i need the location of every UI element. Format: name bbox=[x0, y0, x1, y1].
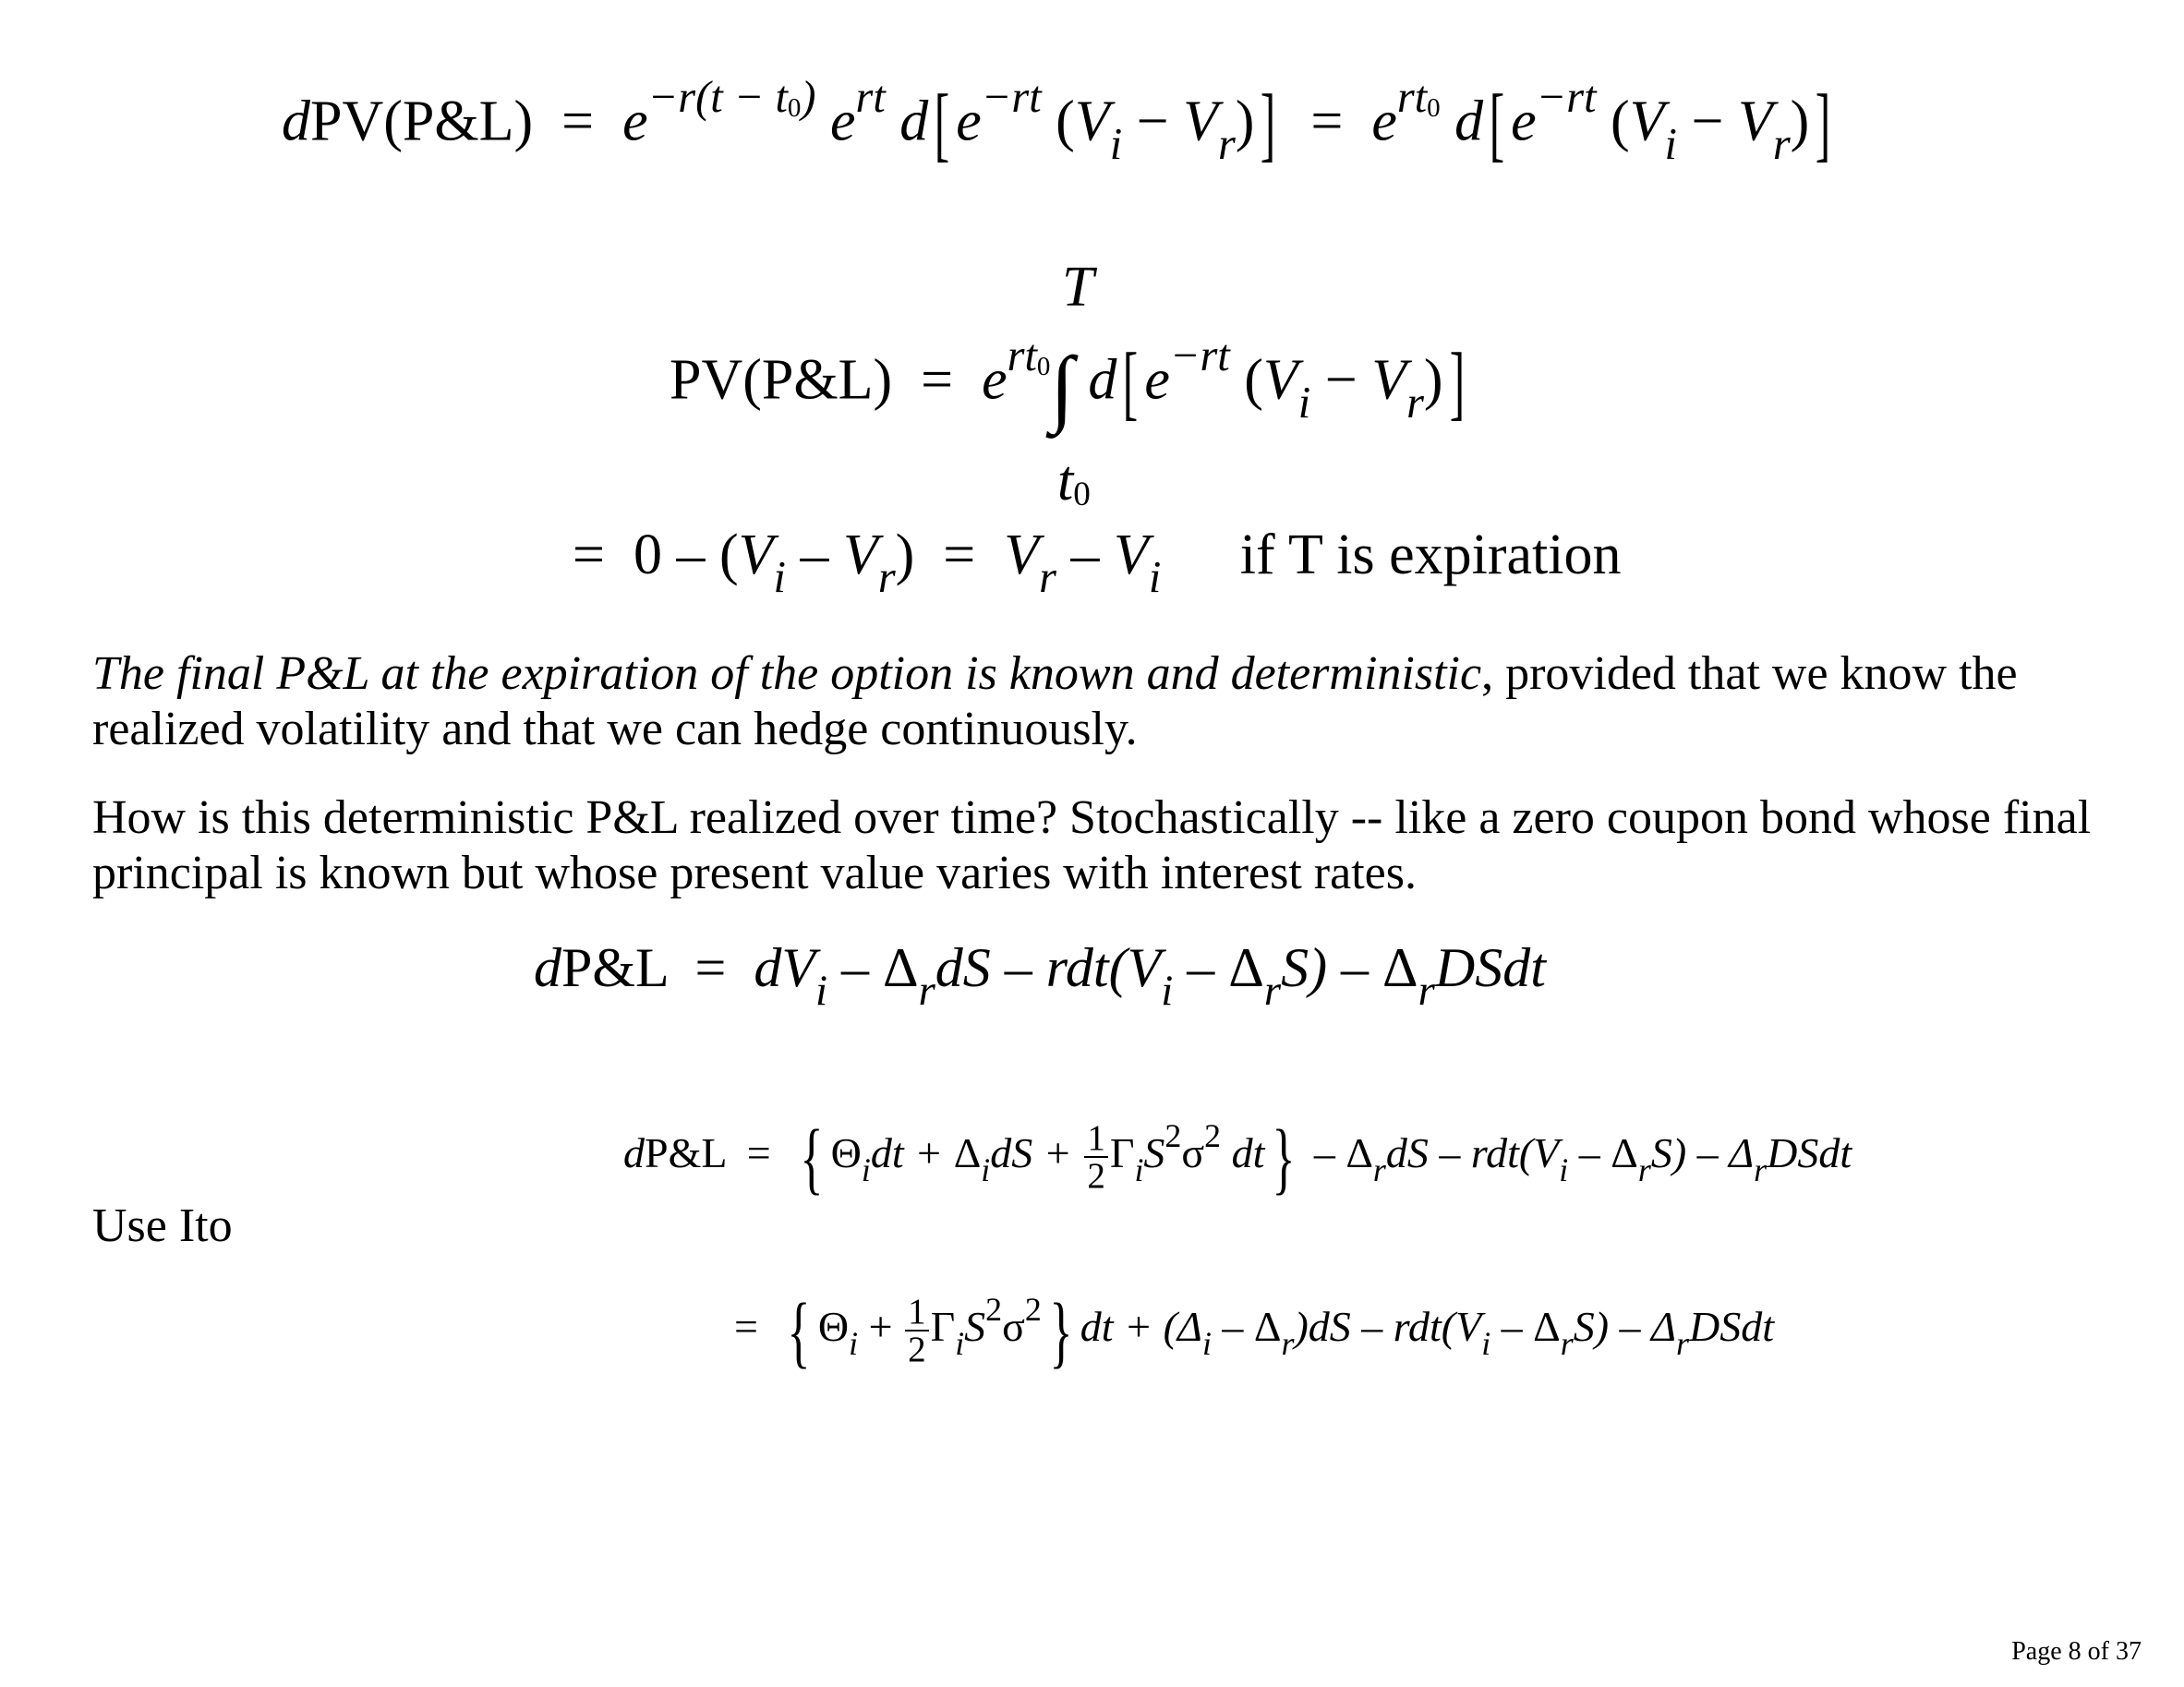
eq-operator: − bbox=[1136, 90, 1169, 153]
eq-symbol: Δ bbox=[1382, 937, 1418, 998]
eq-equals: = bbox=[573, 524, 605, 586]
fraction-half: $\frac{1}{2}$ bbox=[1084, 1120, 1108, 1194]
eq-equals: = bbox=[561, 90, 595, 153]
paragraph-text: , provided that we know the realized volatility and that we can hedge continuously. bbox=[92, 647, 2018, 755]
eq-exponent: rt bbox=[1396, 73, 1428, 123]
eq-subscript: r bbox=[1406, 378, 1424, 428]
eq-subscript: i bbox=[1201, 1324, 1212, 1362]
eq-operator: – bbox=[1004, 937, 1032, 998]
eq-exponent: rt bbox=[855, 73, 886, 123]
eq-subscript: r bbox=[1637, 1151, 1651, 1188]
eq-symbol: e bbox=[830, 90, 856, 153]
eq-exponent: rt bbox=[1007, 331, 1037, 381]
eq-symbol: V bbox=[1262, 348, 1298, 412]
eq-symbol: )dS – rdt(V bbox=[1294, 1302, 1482, 1350]
equation-ito-2 bbox=[734, 1286, 1775, 1376]
eq-paren: ) bbox=[1423, 348, 1443, 412]
eq-operator: – bbox=[1070, 524, 1100, 586]
eq-equals: = bbox=[746, 1128, 771, 1176]
paragraph-deterministic bbox=[92, 646, 2106, 757]
fraction-half: $\frac{1}{2}$ bbox=[905, 1294, 929, 1368]
eq-paren: ) bbox=[895, 524, 915, 586]
eq-subscript: i bbox=[861, 1151, 871, 1188]
eq-symbol: V bbox=[1113, 524, 1149, 586]
eq-symbol: d bbox=[899, 90, 929, 153]
eq-symbol: DSdt bbox=[1434, 937, 1546, 998]
eq-symbol: Δ bbox=[882, 937, 919, 998]
eq-operator: – bbox=[1187, 937, 1215, 998]
eq-lhs: P&L bbox=[645, 1128, 726, 1176]
eq-symbol: d bbox=[623, 1128, 645, 1176]
eq-equals: = bbox=[734, 1302, 758, 1350]
open-bracket: [ bbox=[1489, 78, 1505, 170]
eq-symbol: S bbox=[964, 1302, 986, 1350]
eq-symbol: V bbox=[738, 524, 774, 586]
eq-subscript: r bbox=[1676, 1324, 1690, 1362]
eq-subscript: r bbox=[1039, 553, 1056, 603]
equation-dpv bbox=[282, 73, 1837, 170]
eq-paren: ( bbox=[718, 524, 739, 586]
eq-subscript: i bbox=[955, 1324, 965, 1362]
eq-subscript: i bbox=[1481, 1324, 1491, 1362]
eq-symbol: e bbox=[1144, 348, 1170, 412]
eq-symbol: V bbox=[1183, 90, 1218, 153]
eq-symbol: dS – rdt(V bbox=[1385, 1128, 1560, 1176]
eq-lhs: PV(P&L) bbox=[310, 90, 534, 153]
use-ito-label: Use Ito bbox=[92, 1199, 233, 1252]
close-brace: } bbox=[1049, 1286, 1073, 1376]
eq-symbol: σ bbox=[1002, 1302, 1025, 1350]
eq-zero: 0 – bbox=[633, 524, 706, 586]
eq-symbol: rdt(V bbox=[1045, 937, 1162, 998]
eq-lhs: P&L bbox=[561, 937, 668, 998]
eq-operator: – bbox=[800, 524, 829, 586]
eq-equals: = bbox=[694, 937, 727, 998]
eq-symbol: dt bbox=[1231, 1128, 1265, 1176]
eq-operator: – Δ bbox=[1578, 1128, 1638, 1176]
eq-subscript: i bbox=[1559, 1151, 1569, 1188]
eq-symbol: e bbox=[1511, 90, 1537, 153]
close-brace: } bbox=[1272, 1113, 1296, 1202]
eq-symbol: σ bbox=[1181, 1128, 1205, 1176]
eq-subscript: r bbox=[877, 553, 896, 603]
eq-symbol: d bbox=[1454, 90, 1484, 153]
open-brace: { bbox=[800, 1113, 824, 1202]
eq-exponent: −rt bbox=[1169, 331, 1230, 381]
eq-subscript: i bbox=[1109, 119, 1123, 169]
eq-exponent: 2 bbox=[1204, 1116, 1222, 1154]
eq-subscript: r bbox=[1418, 966, 1435, 1015]
page-number: Page 8 of 37 bbox=[2011, 1637, 2142, 1666]
equation-result bbox=[573, 524, 1622, 603]
eq-paren: ) bbox=[1790, 90, 1810, 153]
eq-subscript: r bbox=[1560, 1324, 1574, 1362]
eq-symbol: dV bbox=[754, 937, 815, 998]
eq-subscript: 0 bbox=[1036, 351, 1051, 381]
eq-subscript: i bbox=[1161, 966, 1174, 1015]
eq-subscript: r bbox=[1372, 1151, 1386, 1188]
eq-operator: – Δ bbox=[1222, 1302, 1282, 1350]
eq-subscript: 0 bbox=[1427, 92, 1441, 123]
paragraph-stochastic: How is this deterministic P&L realized over time? Stochastically -- like a zero coupon bond whose final principal is known but whose present value varies with interest rates. bbox=[92, 791, 2092, 899]
eq-operator: − bbox=[1691, 90, 1724, 153]
eq-symbol: S) – bbox=[1281, 937, 1370, 998]
eq-symbol: e bbox=[1371, 90, 1397, 153]
eq-paren: ( bbox=[1056, 90, 1075, 153]
eq-symbol: S bbox=[1143, 1128, 1165, 1176]
eq-symbol: V bbox=[1629, 90, 1665, 153]
eq-operator: – Δ bbox=[1501, 1302, 1561, 1350]
eq-exponent: 2 bbox=[985, 1290, 1003, 1328]
open-bracket: [ bbox=[1123, 337, 1139, 428]
eq-subscript: i bbox=[814, 966, 827, 1015]
eq-paren: ( bbox=[1611, 90, 1630, 153]
eq-symbol: d bbox=[1088, 348, 1117, 412]
eq-subscript: r bbox=[1281, 1324, 1295, 1362]
eq-subscript: r bbox=[1772, 119, 1791, 169]
eq-equals: = bbox=[921, 348, 954, 412]
eq-symbol: V bbox=[1074, 90, 1110, 153]
eq-symbol: S) – Δ bbox=[1573, 1302, 1677, 1350]
eq-equals: = bbox=[1310, 90, 1344, 153]
integral-icon: ∫ bbox=[1050, 340, 1074, 436]
eq-paren: ( bbox=[1244, 348, 1263, 412]
integral-upper-limit: T bbox=[1062, 256, 1094, 319]
eq-subscript: 0 bbox=[787, 92, 802, 123]
eq-symbol: dt + (Δ bbox=[1080, 1302, 1202, 1350]
eq-lhs: PV(P&L) bbox=[670, 348, 893, 412]
eq-symbol: dS bbox=[935, 937, 991, 998]
eq-symbol: V bbox=[1737, 90, 1773, 153]
eq-operator: – bbox=[840, 937, 869, 998]
eq-subscript: i bbox=[1297, 378, 1311, 428]
eq-subscript: i bbox=[981, 1151, 991, 1188]
eq-symbol: Θ bbox=[817, 1302, 850, 1350]
close-bracket: ] bbox=[1816, 78, 1831, 170]
eq-symbol: V bbox=[1371, 348, 1407, 412]
open-bracket: [ bbox=[935, 78, 950, 170]
eq-subscript: i bbox=[773, 553, 786, 603]
eq-symbol: e bbox=[982, 348, 1008, 412]
equation-ito-1 bbox=[623, 1113, 1852, 1202]
eq-symbol: S) – Δ bbox=[1650, 1128, 1755, 1176]
eq-symbol: dt + bbox=[870, 1128, 944, 1176]
eq-subscript: i bbox=[1134, 1151, 1144, 1188]
eq-symbol: d bbox=[534, 937, 561, 998]
eq-symbol: DSdt bbox=[1767, 1128, 1852, 1176]
eq-subscript: i bbox=[1148, 553, 1162, 603]
eq-subscript: i bbox=[1664, 119, 1677, 169]
eq-symbol: DSdt bbox=[1689, 1302, 1775, 1350]
open-brace: { bbox=[787, 1286, 811, 1376]
paragraph-italic: The final P&L at the expiration of the option is known and deterministic bbox=[92, 647, 1482, 700]
eq-operator: – Δ bbox=[1313, 1128, 1373, 1176]
close-bracket: ] bbox=[1261, 78, 1276, 170]
eq-note: if T is expiration bbox=[1239, 524, 1622, 586]
eq-symbol: dS + bbox=[990, 1128, 1072, 1176]
eq-exponent: −r(t − t bbox=[647, 73, 788, 123]
eq-symbol: d bbox=[282, 90, 310, 153]
eq-subscript: r bbox=[1217, 119, 1236, 169]
eq-operator: + bbox=[868, 1302, 893, 1350]
integral-lower-limit: t0 bbox=[1057, 450, 1091, 513]
eq-paren: ) bbox=[1235, 90, 1255, 153]
eq-symbol: Θ bbox=[830, 1128, 862, 1176]
eq-subscript: r bbox=[918, 966, 935, 1015]
eq-symbol: e bbox=[956, 90, 982, 153]
eq-operator: − bbox=[1324, 348, 1357, 412]
eq-exponent: −rt bbox=[1536, 73, 1597, 123]
eq-symbol: e bbox=[622, 90, 648, 153]
eq-exponent: 2 bbox=[1164, 1116, 1182, 1154]
close-bracket: ] bbox=[1449, 337, 1465, 428]
eq-symbol: V bbox=[842, 524, 878, 586]
eq-symbol: Δ bbox=[1228, 937, 1264, 998]
eq-subscript: r bbox=[1263, 966, 1282, 1015]
eq-exponent: 2 bbox=[1024, 1290, 1042, 1328]
eq-symbol: Γ bbox=[1109, 1128, 1135, 1176]
equation-dpl bbox=[534, 937, 1546, 1015]
eq-symbol: Γ bbox=[930, 1302, 956, 1350]
eq-equals: = bbox=[943, 524, 976, 586]
eq-subscript: i bbox=[849, 1324, 859, 1362]
eq-symbol: Δ bbox=[953, 1128, 982, 1176]
eq-exponent: ) bbox=[801, 73, 816, 123]
equation-pv bbox=[670, 331, 1470, 436]
eq-symbol: V bbox=[1004, 524, 1040, 586]
eq-subscript: r bbox=[1754, 1151, 1768, 1188]
eq-exponent: −rt bbox=[981, 73, 1042, 123]
